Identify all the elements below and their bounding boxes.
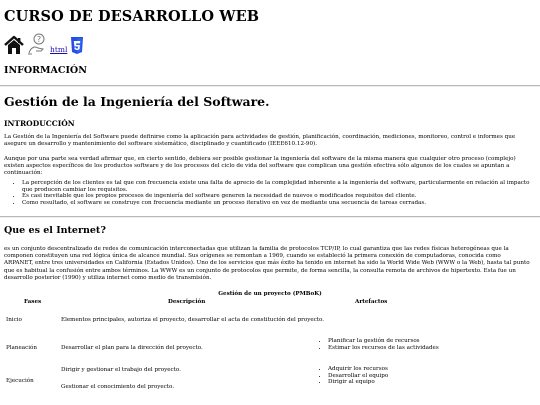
list-item: • Es casi inevitable que los propios procesos de ingeniería del software generen la necesidad de nuevos o modificados requisitos del cliente. — [22, 193, 532, 200]
help-icon[interactable] — [27, 33, 47, 55]
list-item: • Como resultado, el software se construye con frecuencia mediante un proceso iterativo en vez de mediante una secuencia de tareas cerradas. — [22, 200, 532, 207]
table-cell-artefactos — [317, 338, 439, 351]
table-header-descripcion: Descripción — [168, 299, 206, 305]
table-cell-descripcion: Desarrollar el plan para la dirección del proyecto. — [61, 345, 203, 351]
divider — [0, 216, 540, 218]
intro-bullet-list — [4, 180, 532, 207]
intro-paragraph-2: Aunque por una parte sea verdad afirmar que, en cierto sentido, debiera ser posible gestionar la ingeniería del software de la misma manera que cualquier otro proceso (complejo) existen aspectos específicos de los productos software y de los procesos del ciclo de vida del software que complican una gestión efectiva sólo algunos de los cuales se apuntan a continuación: — [4, 156, 516, 177]
css3-icon[interactable] — [70, 37, 84, 55]
page-title: Gestión de la Ingeniería del Software. — [4, 94, 270, 109]
list-item: • La percepción de los clientes es tal que con frecuencia existe una falta de aprecio de la complejidad inherente a la ingeniería del software, particularmente en relación al impacto que producen cambiar los requisitos. — [22, 180, 532, 193]
table-cell-descripcion: Dirigir y gestionar el trabajo del proyecto. — [61, 367, 181, 373]
table-header-artefactos: Artefactos — [355, 299, 388, 305]
table-cell-artefactos — [317, 366, 388, 386]
table-cell-fase: Planeación — [6, 345, 38, 351]
html-image-link[interactable]: html — [50, 45, 68, 54]
table-cell-descripcion: Gestionar el conocimiento del proyecto. — [61, 384, 175, 390]
intro-heading: INTRODUCCIÓN — [4, 119, 75, 128]
list-item: • Estimar los recursos de las actividades — [328, 345, 439, 352]
internet-paragraph: es un conjunto descentralizado de redes de comunicación interconectadas que utilizan la familia de protocolos TCP/IP, lo cual garantiza que las redes físicas heterogéneas que la componen constituyen una red lógica única de alcance mundial. Sus orígenes se remontan a 1969, cuando se estableció la primera conexión de computadoras, conocida como ARPANET, entre tres universidades en California (Estados Unidos). Uno de los servicios que más éxito ha tenido en internet ha sido la World Wide Web (WWW o la Web), hasta tal punto que es habitual la confusión entre ambos términos. La WWW es un conjunto de protocolos que permite, de forma sencilla, la consulta remota de archivos de hipertexto. Esta fue un desarrollo posterior (1990) y utiliza internet como medio de transmisión. — [4, 246, 530, 281]
site-title: CURSO DE DESARROLLO WEB — [4, 8, 260, 25]
list-item: • Desarrollar el equipo — [328, 373, 388, 380]
svg-text:?: ? — [36, 35, 42, 44]
table-cell-descripcion: Elementos principales, autoriza el proyecto, desarrollar el acta de constitución del proyecto. — [61, 317, 325, 323]
internet-heading: Que es el Internet? — [4, 225, 106, 236]
list-item: • Planificar la gestión de recursos — [328, 338, 439, 345]
table-caption: Gestión de un proyecto (PMBoK) — [218, 291, 322, 297]
intro-paragraph: La Gestión de la Ingeniería del Software puede definirse como la aplicación para actividades de gestión, planificación, coordinación, mediciones, monitoreo, control e informes que asegure un desarrollo y mantenimiento del software sistemático, disciplinado y cuantificado (IEEE610.12-90). — [4, 134, 516, 148]
list-item: • Adquirir los recursos — [328, 366, 388, 373]
table-header-fases: Fases — [24, 299, 42, 305]
list-item: • Dirigir al equipo — [328, 379, 388, 386]
section-label: INFORMACIÓN — [4, 65, 87, 76]
icon-toolbar — [4, 33, 84, 55]
table-cell-fase: Ejecución — [6, 378, 34, 384]
home-icon[interactable] — [4, 35, 24, 55]
divider — [0, 85, 540, 87]
table-cell-fase: Inicio — [6, 317, 22, 323]
